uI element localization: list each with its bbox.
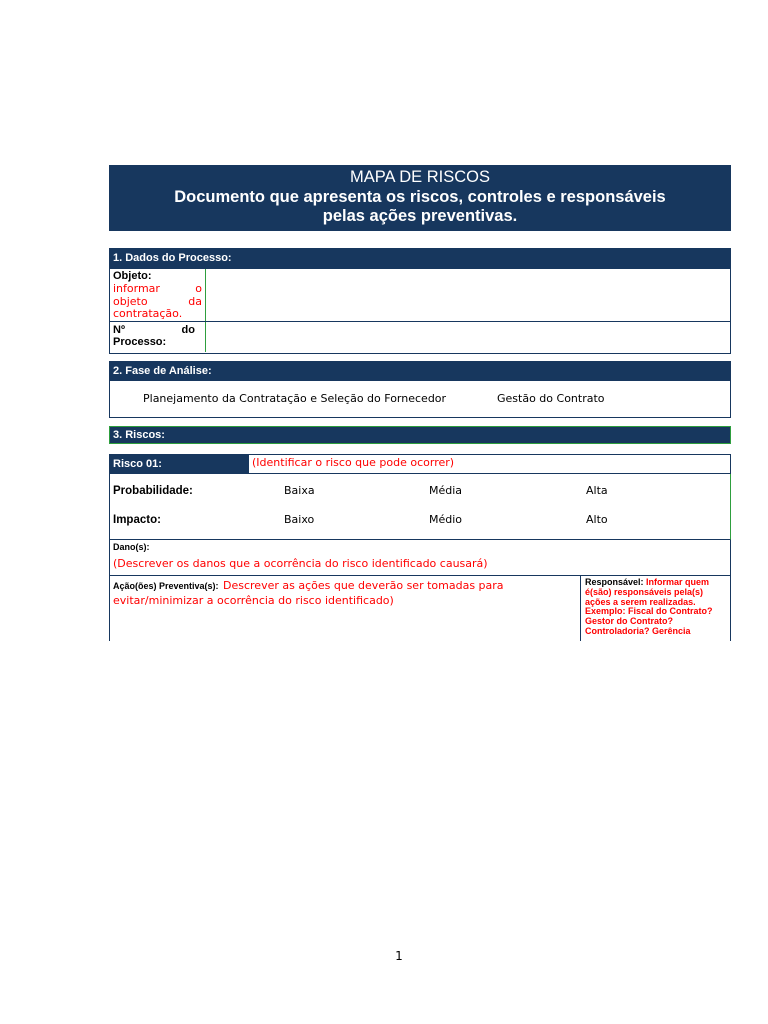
section-1-title: 1. Dados do Processo: [113,252,232,264]
damage-hint: (Descrever os danos que a ocorrência do risco identificado causará) [113,557,488,570]
process-number-label: Nº do Processo: [113,324,195,348]
responsible-label: Responsável: [585,577,644,587]
risk-01-actions-row [109,576,731,641]
section-2-header [109,361,731,380]
responsible-hint: Informar quem é(são) responsáveis pela(s) ações a serem realizadas. Exemplo: Fiscal do Contrato? Gestor do Contrato? Controladoria? Gerência [585,577,713,636]
section-3-header [109,426,731,444]
risk-01-header-row [109,454,731,474]
impact-option-low[interactable]: Baixo [284,513,315,526]
risk-01-description-hint: (Identificar o risco que pode ocorrer) [252,456,455,469]
impact-label: Impacto: [113,514,161,526]
object-field[interactable] [206,269,730,321]
risk-01-damage-field[interactable] [109,540,731,576]
page-number: 1 [395,949,403,963]
document-header [109,165,731,231]
document-subtitle-line-2: pelas ações preventivas. [322,207,518,225]
document-title: MAPA DE RISCOS [350,168,490,186]
risk-01-description-field[interactable] [248,454,731,474]
impact-option-high[interactable]: Alto [586,513,608,526]
section-2-title: 2. Fase de Análise: [113,364,212,377]
object-label: Objeto: [113,270,152,282]
analysis-phase-box [109,380,731,418]
probability-label: Probabilidade: [113,485,193,497]
section-3-title: 3. Riscos: [113,429,165,441]
probability-option-high[interactable]: Alta [586,484,608,497]
risk-01-label-cell [109,454,248,474]
preventive-actions-hint: Descrever as ações que deverão ser tomadas para evitar/minimizar a ocorrência do risco identificado) [113,579,504,607]
object-label-cell [110,269,206,321]
document-subtitle-line-1: Documento que apresenta os riscos, controles e responsáveis [174,187,666,206]
phase-option-planning[interactable]: Planejamento da Contratação e Seleção do Fornecedor [143,392,447,405]
preventive-actions-field[interactable] [109,576,581,641]
phase-option-contract-management[interactable]: Gestão do Contrato [497,392,605,405]
risk-01-label: Risco 01: [113,458,162,470]
object-hint: informar o objeto da contratação. [113,281,202,321]
process-number-row [110,322,730,352]
preventive-actions-label: Ação(ões) Preventiva(s): [113,581,219,591]
impact-option-medium[interactable]: Médio [429,513,463,526]
damage-label: Dano(s): [113,542,150,552]
process-data-table [109,268,731,354]
process-number-field[interactable] [206,322,730,352]
section-1-header [109,248,731,268]
probability-option-medium[interactable]: Média [429,484,463,497]
risk-01-rating-row [109,474,731,540]
probability-option-low[interactable]: Baixa [284,484,315,497]
responsible-field[interactable] [581,576,731,641]
object-row [110,269,730,322]
process-number-label-cell [110,322,206,352]
